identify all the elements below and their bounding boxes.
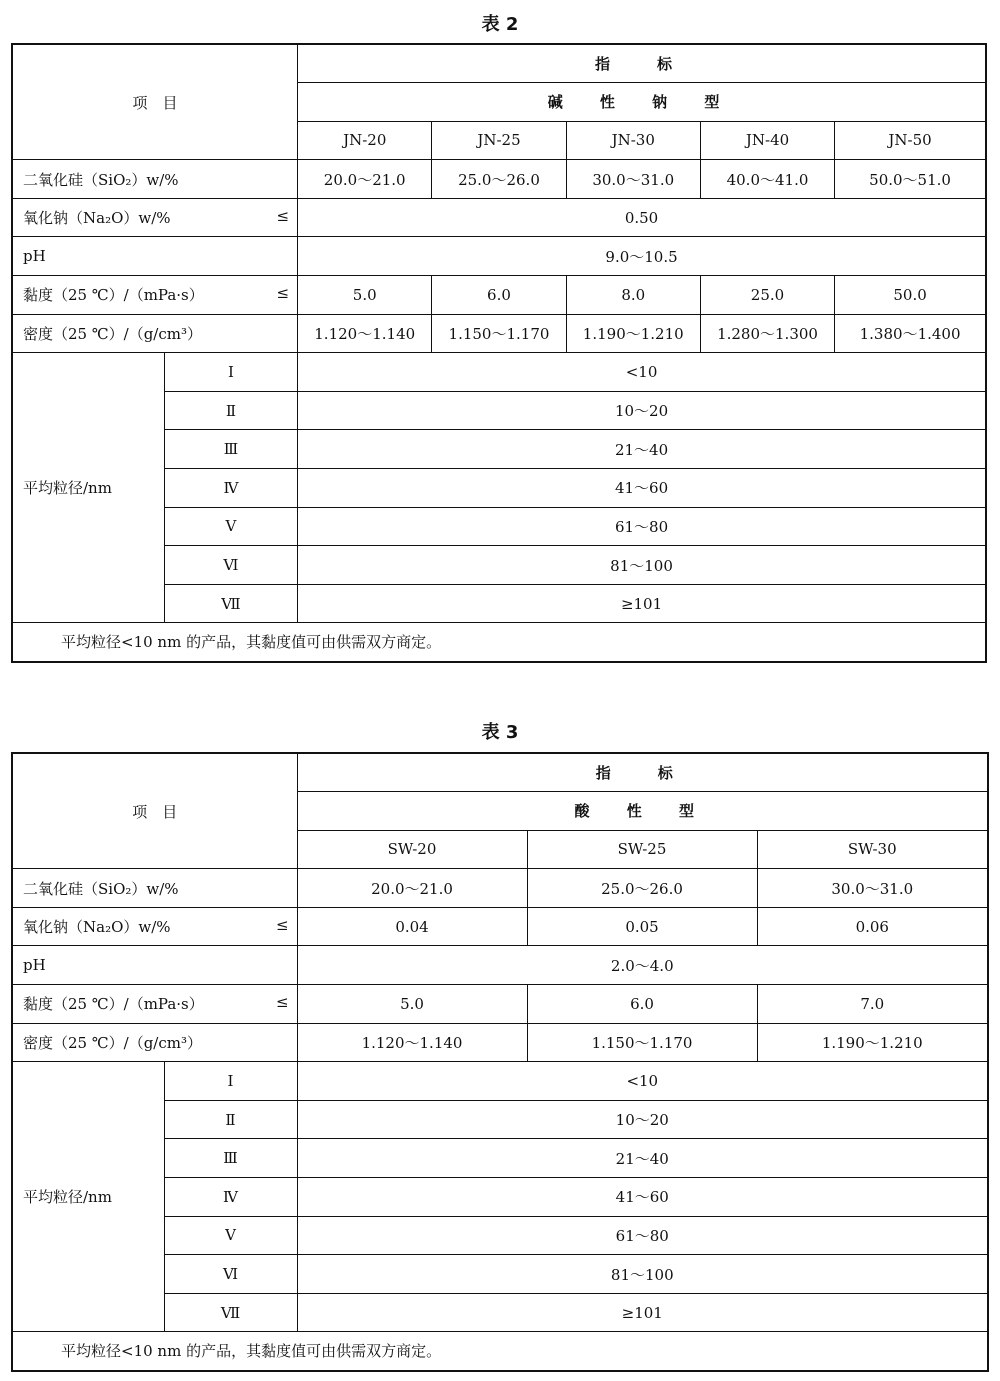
type-header: 碱 性 钠 型 <box>298 83 986 122</box>
na2o-label: 氧化钠（Na₂O）w/% <box>23 209 171 228</box>
grade-label: Ⅲ <box>164 430 297 469</box>
sio2-value: 50.0～51.0 <box>835 160 986 199</box>
viscosity-value: 5.0 <box>297 985 527 1024</box>
item-header: 项 目 <box>12 44 298 160</box>
grade-label: Ⅲ <box>164 1139 297 1178</box>
sio2-value: 30.0～31.0 <box>566 160 700 199</box>
na2o-label: 氧化钠（Na₂O）w/% <box>23 918 171 937</box>
na2o-label-cell <box>12 198 298 237</box>
density-value: 1.150～1.170 <box>432 314 566 353</box>
max-sign: ≤ <box>276 207 290 226</box>
particle-size-value: 10～20 <box>297 1100 988 1139</box>
viscosity-label-cell <box>12 276 298 315</box>
density-label: 密度（25 ℃）/（g/cm³） <box>12 1023 297 1062</box>
table-note: 平均粒径<10 nm 的产品，其黏度值可由供需双方商定。 <box>12 1332 988 1371</box>
na2o-value: 0.05 <box>527 907 757 946</box>
grade-label: Ⅱ <box>164 1100 297 1139</box>
sio2-label: 二氧化硅（SiO₂）w/% <box>12 160 298 199</box>
density-label: 密度（25 ℃）/（g/cm³） <box>12 314 298 353</box>
table-3 <box>11 752 989 1372</box>
grade-label: Ⅰ <box>164 1062 297 1101</box>
particle-size-value: <10 <box>297 1062 988 1101</box>
na2o-value: 0.04 <box>297 907 527 946</box>
particle-size-value: 41～60 <box>297 1178 988 1217</box>
viscosity-value: 50.0 <box>835 276 986 315</box>
sio2-value: 40.0～41.0 <box>700 160 834 199</box>
viscosity-value: 7.0 <box>757 985 988 1024</box>
particle-size-value: 81～100 <box>297 1255 988 1294</box>
viscosity-value: 6.0 <box>432 276 566 315</box>
particle-size-value: 21～40 <box>298 430 986 469</box>
particle-size-value: 61～80 <box>297 1216 988 1255</box>
model-header: SW-30 <box>757 830 988 869</box>
model-header: JN-30 <box>566 121 700 160</box>
particle-size-value: 41～60 <box>298 469 986 508</box>
viscosity-value: 5.0 <box>298 276 432 315</box>
na2o-value: 0.06 <box>757 907 988 946</box>
density-value: 1.120～1.140 <box>297 1023 527 1062</box>
viscosity-label: 黏度（25 ℃）/（mPa·s） <box>23 286 204 305</box>
max-sign: ≤ <box>275 916 289 935</box>
density-value: 1.190～1.210 <box>757 1023 988 1062</box>
ph-label: pH <box>12 237 298 276</box>
viscosity-value: 8.0 <box>566 276 700 315</box>
grade-label: Ⅰ <box>164 353 297 392</box>
model-header: JN-20 <box>298 121 432 160</box>
grade-label: Ⅵ <box>164 546 297 585</box>
particle-size-label: 平均粒径/nm <box>12 353 164 623</box>
density-value: 1.380～1.400 <box>835 314 986 353</box>
grade-label: Ⅳ <box>164 1178 297 1217</box>
density-value: 1.120～1.140 <box>298 314 432 353</box>
index-header: 指 标 <box>297 753 988 792</box>
density-value: 1.190～1.210 <box>566 314 700 353</box>
grade-label: Ⅳ <box>164 469 297 508</box>
particle-size-value: 81～100 <box>298 546 986 585</box>
ph-label: pH <box>12 946 297 985</box>
item-header: 项 目 <box>12 753 297 869</box>
na2o-value: 0.50 <box>298 198 986 237</box>
model-header: JN-50 <box>835 121 986 160</box>
density-value: 1.280～1.300 <box>700 314 834 353</box>
viscosity-label: 黏度（25 ℃）/（mPa·s） <box>23 995 204 1014</box>
grade-label: Ⅱ <box>164 391 297 430</box>
particle-size-value: 61～80 <box>298 507 986 546</box>
model-header: SW-25 <box>527 830 757 869</box>
particle-size-value: <10 <box>298 353 986 392</box>
grade-label: Ⅴ <box>164 1216 297 1255</box>
grade-label: Ⅵ <box>164 1255 297 1294</box>
grade-label: Ⅶ <box>164 584 297 623</box>
grade-label: Ⅴ <box>164 507 297 546</box>
table2-caption: 表 2 <box>481 14 519 35</box>
sio2-value: 25.0～26.0 <box>527 869 757 908</box>
sio2-value: 20.0～21.0 <box>297 869 527 908</box>
table-note: 平均粒径<10 nm 的产品，其黏度值可由供需双方商定。 <box>12 623 986 662</box>
model-header: JN-40 <box>700 121 834 160</box>
particle-size-label: 平均粒径/nm <box>12 1062 164 1332</box>
grade-label: Ⅶ <box>164 1293 297 1332</box>
table3-caption: 表 3 <box>481 722 519 743</box>
model-header: SW-20 <box>297 830 527 869</box>
viscosity-label-cell <box>12 985 297 1024</box>
index-header: 指 标 <box>298 44 986 83</box>
model-header: JN-25 <box>432 121 566 160</box>
sio2-label: 二氧化硅（SiO₂）w/% <box>12 869 297 908</box>
max-sign: ≤ <box>275 993 289 1012</box>
viscosity-value: 6.0 <box>527 985 757 1024</box>
table-2 <box>11 43 987 663</box>
particle-size-value: 21～40 <box>297 1139 988 1178</box>
density-value: 1.150～1.170 <box>527 1023 757 1062</box>
particle-size-value: ≥101 <box>297 1293 988 1332</box>
particle-size-value: ≥101 <box>298 584 986 623</box>
type-header: 酸 性 型 <box>297 792 988 831</box>
sio2-value: 25.0～26.0 <box>432 160 566 199</box>
max-sign: ≤ <box>276 284 290 303</box>
viscosity-value: 25.0 <box>700 276 834 315</box>
ph-value: 2.0～4.0 <box>297 946 988 985</box>
sio2-value: 30.0～31.0 <box>757 869 988 908</box>
na2o-label-cell <box>12 907 297 946</box>
particle-size-value: 10～20 <box>298 391 986 430</box>
ph-value: 9.0～10.5 <box>298 237 986 276</box>
sio2-value: 20.0～21.0 <box>298 160 432 199</box>
